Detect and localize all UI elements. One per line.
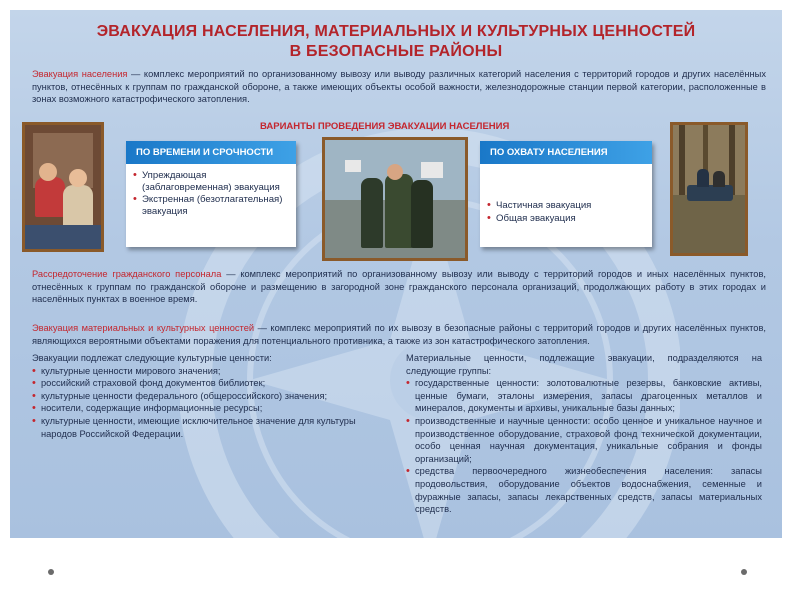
dispersal-definition <box>32 268 766 306</box>
list-item: • культурные ценности федерального (общероссийского) значения; <box>41 390 384 403</box>
material-values-intro: Материальные ценности, подлежащие эвакуации, подразделяются на следующие группы: <box>406 353 762 376</box>
box-time-list <box>126 164 296 222</box>
list-item: • Упреждающая (заблаговременная) эвакуация <box>142 170 288 193</box>
slide-dot-right <box>741 569 747 575</box>
box-coverage-list <box>480 164 652 229</box>
materials-term: Эвакуация материальных и культурных ценностей <box>32 323 255 333</box>
dispersal-term: Рассредоточение гражданского персонала <box>32 269 222 279</box>
evacuation-term: Эвакуация населения <box>32 69 128 79</box>
cultural-values-list <box>32 365 384 441</box>
photo-rescuers <box>322 137 468 261</box>
list-item: • Общая эвакуация <box>496 213 644 225</box>
materials-text: — комплекс мероприятий по их вывозу в безопасные районы с территорий городов и других населённых пунктов, являющихся вероятными объектами поражения для потенциального противника, а также из зон катастрофического затопления. <box>32 323 766 346</box>
material-values-list <box>406 377 762 516</box>
cultural-values-intro: Эвакуации подлежат следующие культурные ценности: <box>32 353 272 363</box>
list-item: • средства первоочередного жизнеобеспечения населения: запасы продовольствия, оборудование объектов водоснабжения, семенные и фуражные запасы, запасы лекарственных средств, запасы материальных средств. <box>415 465 762 515</box>
list-item: • производственные и научные ценности: особо ценное и уникальное научное и производственное оборудование, страховой фонд технической документации, особо ценная научная документация, уникальные собрания и фонды организаций; <box>415 415 762 465</box>
title-line-1: ЭВАКУАЦИЯ НАСЕЛЕНИЯ, МАТЕРИАЛЬНЫХ И КУЛЬТУРНЫХ ЦЕННОСТЕЙ <box>96 23 696 40</box>
slide-dot-left <box>48 569 54 575</box>
material-values <box>406 352 762 516</box>
evacuation-text: — комплекс мероприятий по организованному вывозу или выводу различных категорий населения с территорий городов и других населённых пунктов, отнесённых к группам по гражданской обороне, а также имеющих объекты особой важности, железнодорожные станции первой категории, расположенные в зонах возможного катастрофического затопления. <box>32 69 767 105</box>
list-item: • культурные ценности мирового значения; <box>41 365 384 378</box>
list-item: • носители, содержащие информационные ресурсы; <box>41 402 384 415</box>
evacuation-definition <box>32 68 766 106</box>
list-item: • российский страховой фонд документов библиотек; <box>41 377 384 390</box>
photo-evacuees <box>22 122 104 252</box>
title-line-2: В БЕЗОПАСНЫЕ РАЙОНЫ <box>289 43 503 60</box>
cultural-values <box>32 352 384 440</box>
evacuation-poster <box>10 10 782 538</box>
box-coverage-header: ПО ОХВАТУ НАСЕЛЕНИЯ <box>480 141 652 164</box>
variant-box-coverage <box>480 141 652 247</box>
dispersal-text: — комплекс мероприятий по организованному вывозу или выводу с территорий городов и иных населённых пунктов, отнесённых к группам по гражданской обороне и размещению в загородной зоне гражданского персонала организаций, продолжающих работу в этих городах и населённых пунктах в военное время. <box>32 269 766 305</box>
list-item: • Экстренная (безотлагательная) эвакуация <box>142 194 288 217</box>
materials-definition <box>32 322 766 347</box>
photo-flood-boat <box>670 122 748 256</box>
list-item: • государственные ценности: золотовалютные резервы, банковские активы, ценные бумаги, эталоны измерения, запасы драгоценных металлов и минералов, документы и архивы, уникальные базы данных; <box>415 377 762 415</box>
variants-heading: ВАРИАНТЫ ПРОВЕДЕНИЯ ЭВАКУАЦИИ НАСЕЛЕНИЯ <box>260 121 510 132</box>
variant-box-time <box>126 141 296 247</box>
page-title <box>10 22 782 62</box>
box-time-header: ПО ВРЕМЕНИ И СРОЧНОСТИ <box>126 141 296 164</box>
list-item: • Частичная эвакуация <box>496 200 644 212</box>
list-item: • культурные ценности, имеющие исключительное значение для культуры народов Российской Федерации. <box>41 415 384 440</box>
